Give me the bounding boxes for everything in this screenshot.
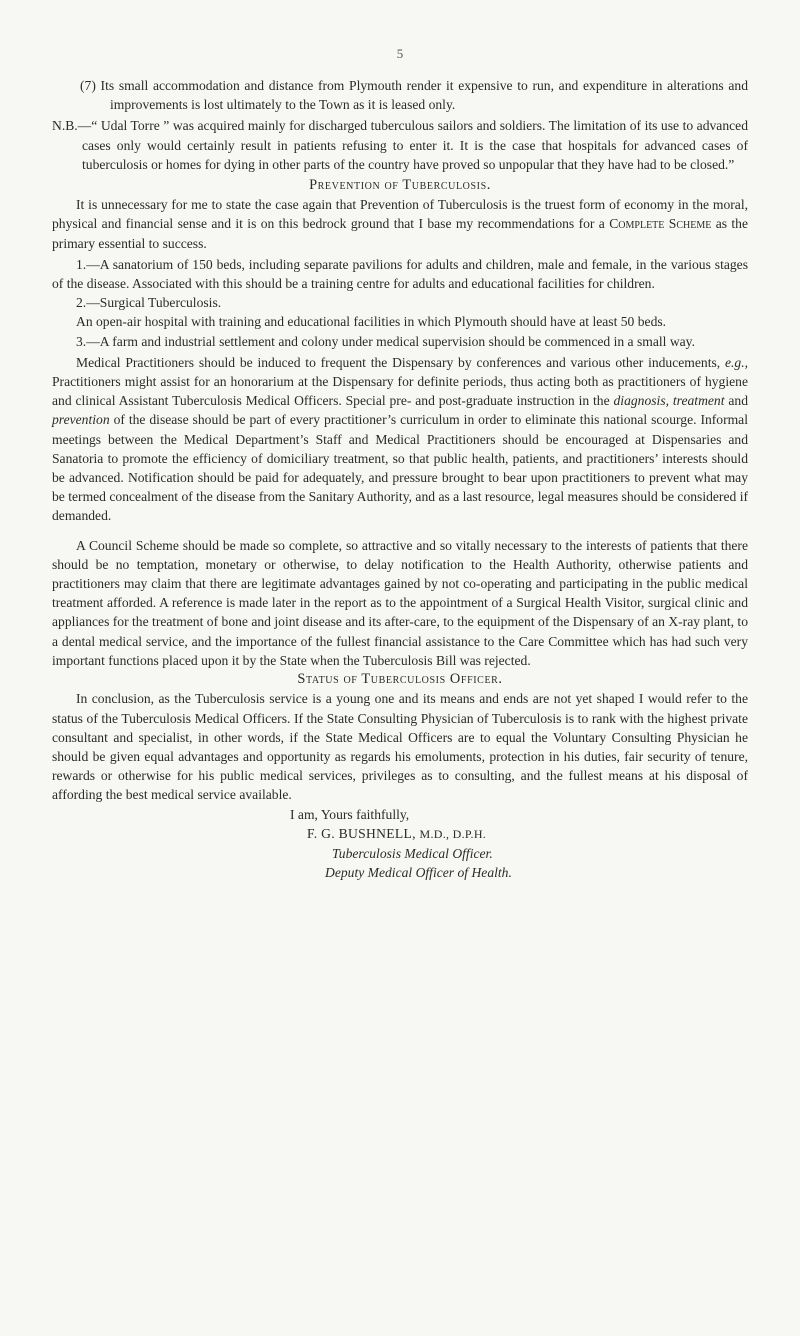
eg-term: e.g.,	[724, 354, 748, 370]
item-7-number: (7)	[80, 78, 96, 93]
nb-label: N.B.—	[52, 118, 92, 134]
complete-scheme-term: Complete Scheme	[609, 216, 712, 232]
recommendation-2-title: 2.—Surgical Tuberculosis.	[76, 295, 222, 311]
page-number: 5	[396, 46, 404, 61]
medical-text-3: of the disease should be part of every practitioner’s curriculum in order to eliminate this national scourge. Informal meetings between the Medical Department’s Staff and Medical Practitioners should be encouraged at Dispensaries and Sanatoria to promote the efficiency of domiciliary treatment, so that public health, patients, and practitioners’ interests should be advanced. Notification should be paid for adequately, and pressure brought to bear upon practitioners to prevent what may be termed concealment of the disease from the Sanitary Authority, and as a last resource, legal measures should be considered if demanded.	[52, 412, 748, 524]
recommendation-2-text: An open-air hospital with training and educational facilities in which Plymouth should have at least 50 beds.	[76, 314, 667, 330]
signature-name: F. G. BUSHNELL,	[307, 825, 416, 841]
prevention-term: prevention	[52, 412, 110, 428]
prevention-intro-text: It is unnecessary for me to state the case again that Prevention of Tuberculosis is the truest form of economy in the moral, physical and financial sense and it is on this bedrock ground that I base my recommendations for a	[52, 197, 748, 232]
diagnosis-term: diagnosis,	[613, 393, 670, 409]
item-7-text: Its small accommodation and distance from Plymouth render it expensive to run, and expenditure in alterations and improvements is lost ultimately to the Town as it is leased only.	[100, 78, 748, 113]
medical-text-2: Practitioners might assist for an honorarium at the Dispensary for definite periods, thus acting both as practitioners of hygiene and clinical Assistant Tuberculosis Medical Officers. Special pre- and post-graduate instruction in the	[52, 374, 748, 409]
item-7	[52, 76, 748, 114]
recommendation-3: 3.—A farm and industrial settlement and colony under medical supervision should be commenced in a small way.	[76, 333, 695, 349]
paragraph-medical-practitioners	[52, 353, 748, 526]
prevention-intro	[52, 195, 748, 253]
heading-prevention: Prevention of Tuberculosis.	[309, 177, 491, 194]
paragraph-council-scheme: A Council Scheme should be made so complete, so attractive and so vitally necessary to the interests of patients that there should be no temptation, monetary or otherwise, to delay notification to the Health Authority, otherwise patients and practitioners may claim that there are legitimate advantages gained by not co-operating and participating in the public medical treatment afforded. A reference is made later in the report as to the appointment of a Surgical Health Visitor, surgical clinic and appliances for the treatment of bone and joint disease and its after-care, to the equipment of the Dispensary of an X-ray plant, to a dental medical service, and the importance of the fullest financial assistance to the Care Committee which has had such very important functions placed upon it by the State when the Tuberculosis Bill was rejected.	[52, 537, 748, 668]
heading-status: Status of Tuberculosis Officer.	[297, 671, 503, 688]
signature-title-2: Deputy Medical Officer of Health.	[325, 865, 512, 881]
nb-paragraph	[52, 116, 748, 174]
closing-salutation: I am, Yours faithfully,	[290, 806, 410, 822]
signature-qualifications: M.D., D.P.H.	[419, 826, 487, 841]
treatment-term: treatment	[672, 393, 725, 409]
nb-text: “ Udal Torre ” was acquired mainly for discharged tuberculous sailors and soldiers. The limitation of its use to advanced cases only would certainly result in patients refusing to enter it. It is the case that hospitals for advanced cases of tuberculosis or homes for dying in other parts of the country have proved so unpopular that they have had to be closed.”	[82, 118, 748, 172]
medical-text-1: Medical Practitioners should be induced to frequent the Dispensary by conferences and various other inducements,	[76, 354, 721, 370]
paragraph-status: In conclusion, as the Tuberculosis service is a young one and its means and ends are not yet shaped I would refer to the status of the Tuberculosis Medical Officers. If the State Consulting Physician of Tuberculosis is to rank with the highest private consultant and specialist, in other words, if the State Medical Officers are to equal the Voluntary Consulting Physician he should be given equal advantages and opportunity as regards his emoluments, protection in his duties, fair security of tenure, rewards or otherwise for his public medical services, privileges as to consulting, and the fullest means at his disposal of affording the best medical service available.	[52, 691, 748, 803]
recommendation-1: 1.—A sanatorium of 150 beds, including separate pavilions for adults and children, male and female, in the various stages of the disease. Associated with this should be a training centre for adults and educational facilities for children.	[52, 256, 748, 292]
signature	[52, 824, 748, 844]
and-word: and	[728, 393, 749, 409]
signature-title-1: Tuberculosis Medical Officer.	[332, 845, 493, 861]
prevention-intro-end: as the primary essential to success.	[52, 216, 748, 251]
